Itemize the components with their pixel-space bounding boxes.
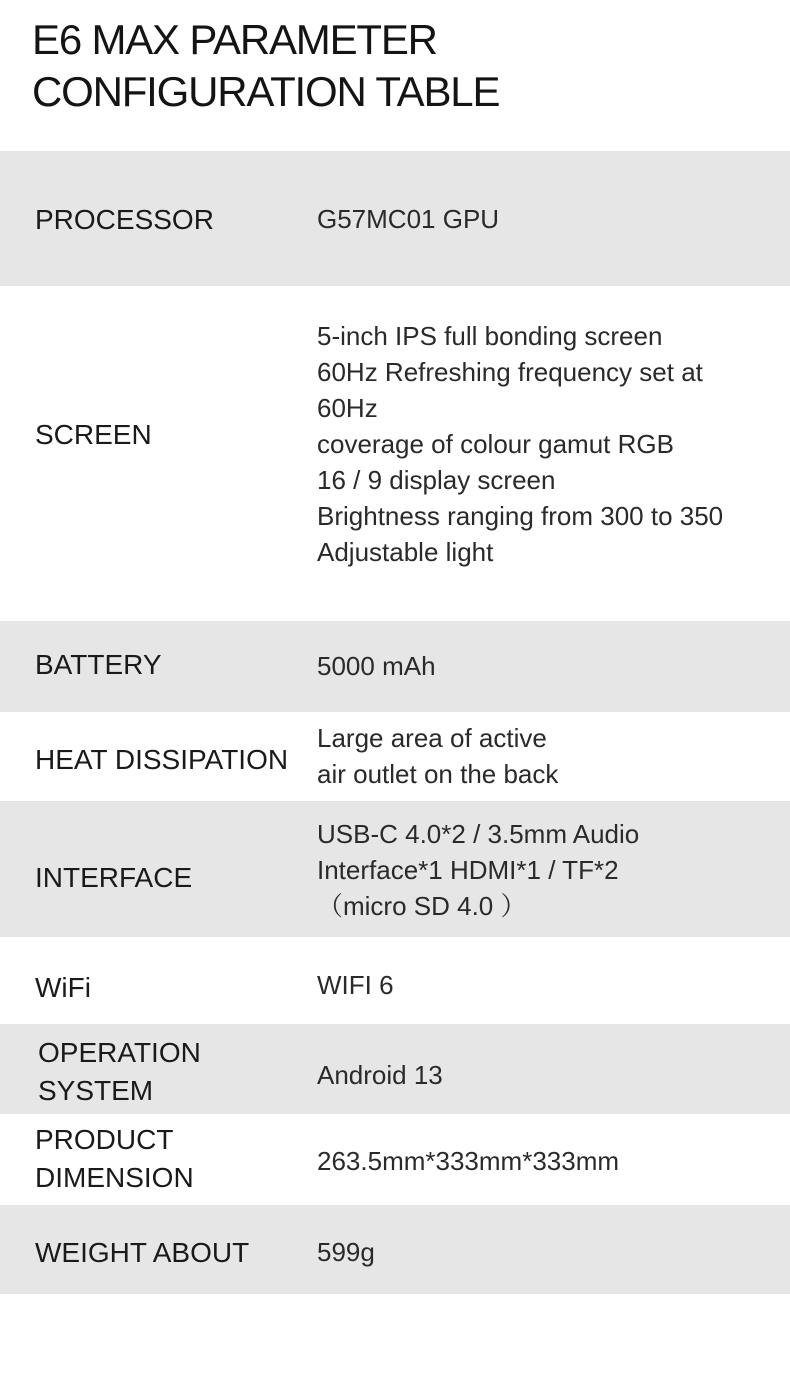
row-label-text: SCREEN [35, 419, 152, 450]
row-value [317, 1234, 757, 1270]
row-label [35, 859, 310, 897]
row-value-text: Large area of active [317, 723, 547, 753]
table-row-wifi [0, 937, 790, 1024]
row-label [35, 646, 310, 684]
row-value [317, 201, 757, 237]
row-value-text: Brightness ranging from 300 to 350 [317, 501, 724, 531]
page-title [32, 14, 499, 118]
row-label-text: SYSTEM [38, 1075, 154, 1106]
table-row-interface [0, 801, 790, 937]
row-value-text: coverage of colour gamut RGB [317, 429, 674, 459]
row-label [38, 1034, 313, 1110]
row-label [35, 1234, 310, 1272]
table-row-product-dimension [0, 1114, 790, 1205]
row-value [317, 720, 757, 792]
row-value-text: G57MC01 GPU [317, 204, 500, 234]
row-label-text: PROCESSOR [35, 204, 214, 235]
row-value-text: Interface*1 HDMI*1 / TF*2 [317, 855, 619, 885]
row-label [35, 416, 310, 454]
row-label-text: INTERFACE [35, 862, 193, 893]
row-value-text: WIFI 6 [317, 970, 394, 1000]
table-row-screen [0, 286, 790, 621]
row-value-text: 263.5mm*333mm*333mm [317, 1146, 620, 1176]
row-value [317, 816, 757, 924]
row-label-text: WiFi [35, 972, 91, 1003]
row-label [35, 741, 310, 779]
row-value-text: 5-inch IPS full bonding screen [317, 321, 663, 351]
row-value-text: 599g [317, 1237, 375, 1267]
row-label-text: PRODUCT [35, 1124, 174, 1155]
row-label-text: DIMENSION [35, 1162, 194, 1193]
row-label [35, 201, 310, 239]
page-title-line-1: E6 MAX PARAMETER [32, 16, 437, 63]
row-label-text: BATTERY [35, 649, 162, 680]
table-row-weight [0, 1205, 790, 1294]
row-value-text: 60Hz Refreshing frequency set at 60Hz [317, 357, 703, 423]
row-label [35, 969, 310, 1007]
row-value [317, 318, 737, 570]
row-value [317, 1057, 757, 1093]
row-value-text: air outlet on the back [317, 759, 559, 789]
row-value-text: USB-C 4.0*2 / 3.5mm Audio [317, 819, 640, 849]
table-row-processor [0, 151, 790, 286]
row-value [317, 648, 757, 684]
row-label [35, 1121, 310, 1197]
table-row-heat-dissipation [0, 712, 790, 801]
row-label-text: HEAT DISSIPATION [35, 744, 289, 775]
row-value-text: Adjustable light [317, 537, 494, 567]
table-row-operation-system [0, 1024, 790, 1114]
row-label-text: WEIGHT ABOUT [35, 1237, 250, 1268]
row-value-text: 16 / 9 display screen [317, 465, 556, 495]
row-value-text: Android 13 [317, 1060, 443, 1090]
row-value-text: （micro SD 4.0 ） [317, 891, 527, 921]
row-label-text: OPERATION [38, 1037, 201, 1068]
page-title-line-2: CONFIGURATION TABLE [32, 68, 500, 115]
row-value-text: 5000 mAh [317, 651, 436, 681]
row-value [317, 1143, 757, 1179]
row-value [317, 967, 757, 1003]
table-row-battery [0, 621, 790, 712]
